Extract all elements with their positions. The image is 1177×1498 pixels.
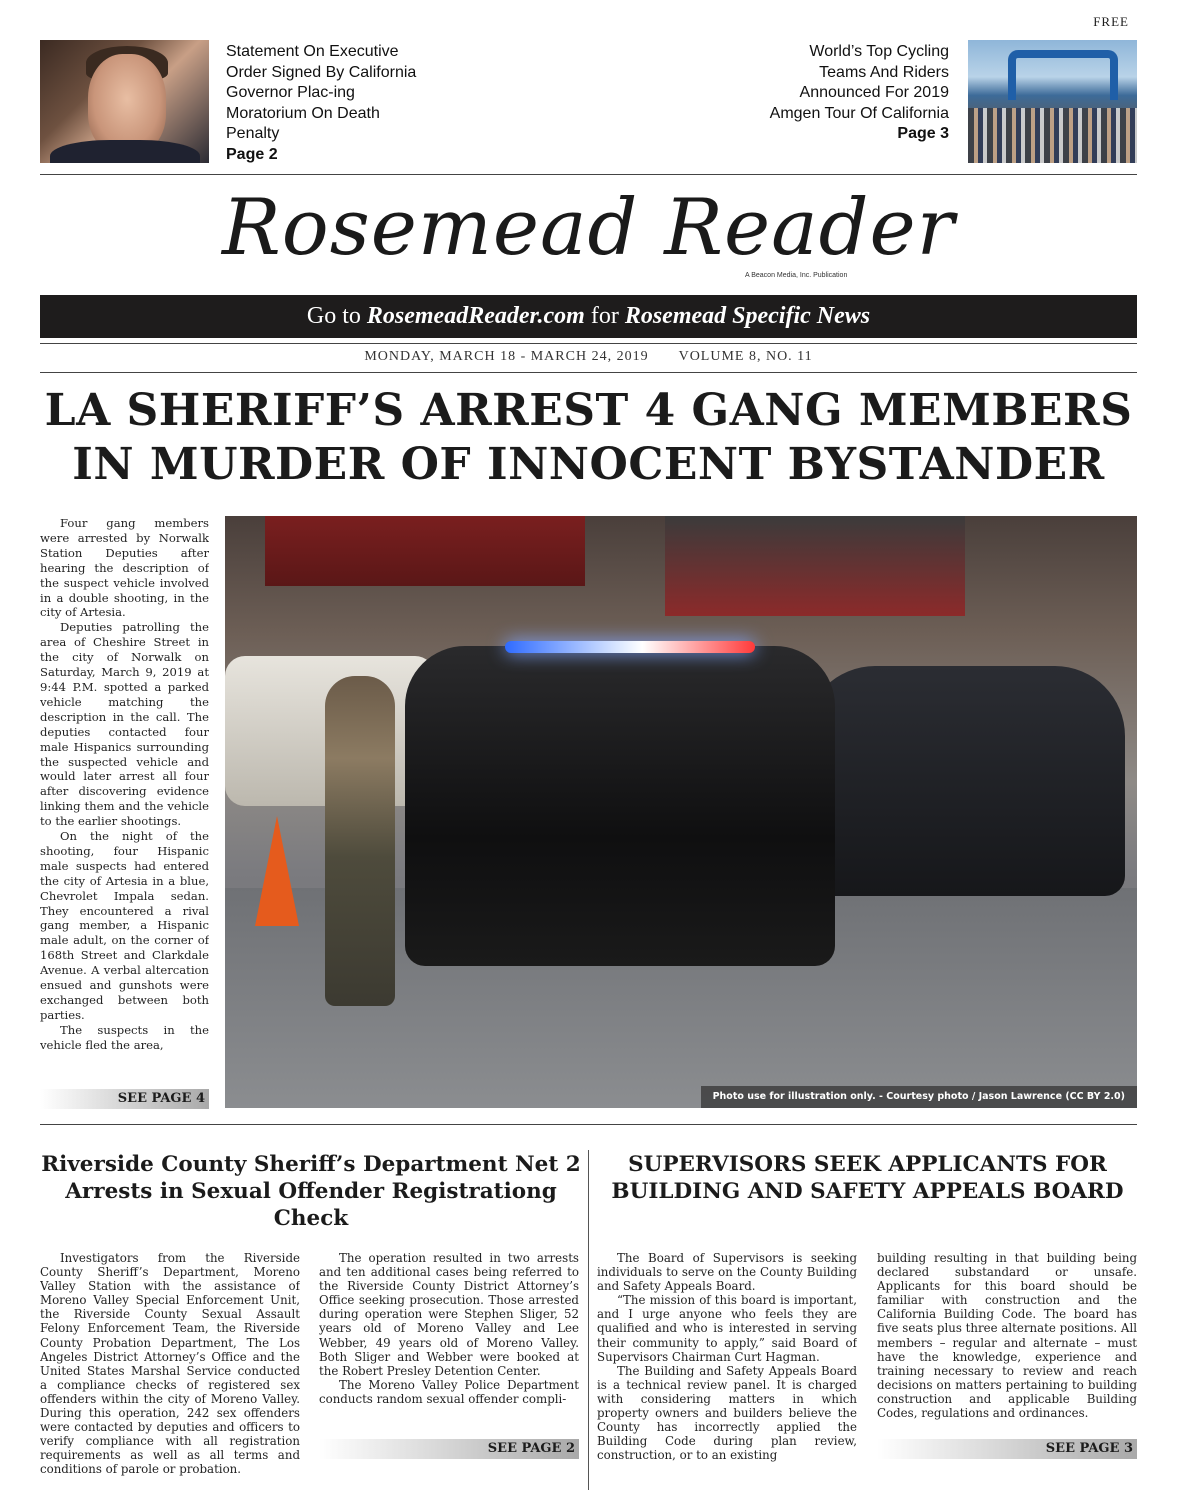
lead-paragraph: Four gang members were arrested by Norwalk Station Deputies after hearing the description of the suspect vehicle involved in a double shooting, in the city of Artesia.	[40, 516, 209, 620]
lead-paragraph: Deputies patrolling the area of Cheshire Street in the city of Norwalk on Saturday, March 9, 2019 at 9:44 P.M. spotted a parked vehicle matching the description in the call. The deputies contacted four male Hispanics surrounding the suspected vehicle and would later arrest all four after discovering evidence linking them and the vehicle to the earlier shootings.	[40, 620, 209, 829]
masthead-title: Rosemead Reader	[222, 183, 955, 273]
promo-tail: Rosemead Specific News	[624, 303, 871, 329]
lead-continue-link[interactable]: SEE PAGE 4	[40, 1089, 209, 1109]
police-suv-photo[interactable]	[225, 516, 1137, 1108]
police-lightbar-shape	[505, 641, 755, 653]
police-suv-shape	[405, 646, 835, 966]
lead-paragraph: On the night of the shooting, four Hispanic male suspects had entered the city of Artesia in a blue, Chevrolet Impala sedan. They encountered a rival gang member, a Hispanic male adult, on the corner of 168th Street and Clarkdale Avenue. A verbal altercation ensued and gunshots were exchanged between both parties.	[40, 829, 209, 1022]
lead-paragraph: The suspects in the vehicle fled the area,	[40, 1022, 209, 1052]
story-left-paragraph: The operation resulted in two arrests and ten additional cases being referred to the Riverside County District Attorney’s Office seeking prosecution. Those arrested during operation were Stephen Sliger, 52 years old of Moreno Valley and Lee Webber, 49 years old of Moreno Valley. Both Sliger and Webber were booked at the Robert Presley Detention Center.	[319, 1251, 579, 1378]
story-right-paragraph: “The mission of this board is important, and I urge anyone who feels they are qualified and who is interested in serving their community to apply,” said Board of Supervisors Chairman Curt Hagman.	[597, 1293, 857, 1364]
story-left-continue-link[interactable]: SEE PAGE 2	[319, 1439, 579, 1459]
finish-arch-shape	[1008, 50, 1118, 100]
story-right-headline[interactable]: SUPERVISORS SEEK APPLICANTS FOR BUILDING AND SAFETY APPEALS BOARD	[611, 1152, 1124, 1204]
deputy-figure-shape	[325, 676, 395, 1006]
top-rule	[40, 174, 1137, 175]
teaser-right-page[interactable]: Page 3	[897, 125, 949, 143]
teaser-right-text: World’s Top Cycling Teams And Riders Announced For 2019 Amgen Tour Of California	[769, 43, 949, 122]
issue-date: MONDAY, MARCH 18 - MARCH 24, 2019	[364, 349, 649, 364]
restaurant-awning-shape	[265, 516, 585, 586]
website-promo-bar[interactable]	[40, 295, 1137, 338]
teaser-left-page[interactable]: Page 2	[226, 145, 278, 163]
section-rule	[40, 1124, 1137, 1125]
black-car-shape	[805, 666, 1125, 896]
photo-credit: Photo use for illustration only. - Courtesy photo / Jason Lawrence (CC BY 2.0)	[701, 1086, 1137, 1108]
story-left-headline[interactable]: Riverside County Sheriff’s Department Net 2 Arrests in Sexual Offender Registrationg Check	[41, 1152, 581, 1231]
story-right-continue-link[interactable]: SEE PAGE 3	[877, 1439, 1137, 1459]
lead-headline-line1: LA SHERIFF’S ARREST 4 GANG MEMBERS	[44, 385, 1133, 436]
masthead-subtitle: A Beacon Media, Inc. Publication	[745, 272, 848, 279]
issue-volume: VOLUME 8, NO. 11	[678, 349, 813, 364]
lead-headline-line2: IN MURDER OF INNOCENT BYSTANDER	[72, 439, 1105, 490]
awning-right-shape	[665, 516, 965, 616]
teaser-left[interactable]	[226, 42, 431, 166]
suit-shape	[50, 140, 200, 163]
column-divider	[588, 1150, 589, 1490]
free-label: FREE	[1093, 14, 1129, 29]
governor-portrait-photo[interactable]	[40, 40, 209, 163]
lead-story-body	[40, 516, 209, 1071]
teaser-left-text: Statement On Executive Order Signed By California Governor Plac-ing Moratorium On Death Penalty	[226, 43, 417, 143]
story-right-paragraph: The Board of Supervisors is seeking individuals to serve on the County Building and Safety Appeals Board.	[597, 1251, 857, 1294]
promo-prefix: Go to	[306, 303, 367, 329]
teaser-right[interactable]	[769, 42, 949, 145]
promo-mid: for	[584, 303, 625, 329]
dateline	[0, 349, 1177, 365]
lead-headline[interactable]	[40, 384, 1137, 492]
cycling-race-photo[interactable]	[968, 40, 1137, 163]
promo-site-link[interactable]: RosemeadReader.com	[366, 303, 585, 329]
story-left-col1	[40, 1251, 300, 1486]
crowd-shape	[968, 108, 1137, 163]
story-right-paragraph: The Building and Safety Appeals Board is a technical review panel. It is charged with considering matters in which property owners and builders believe the County has incorrectly applied the Building Code during plan review, construction, or to an existing	[597, 1363, 857, 1463]
story-left-paragraph: The Moreno Valley Police Department conducts random sexual offender compli-	[319, 1377, 579, 1406]
dateline-bottom-rule	[40, 372, 1137, 373]
dateline-top-rule	[40, 343, 1137, 344]
story-left-paragraph: Investigators from the Riverside County Sheriff’s Department, Moreno Valley Station with the assistance of Moreno Valley Special Enforcement Unit, the Riverside County Sexual Assault Felony Enforcement Team, the Riverside County Probation Department, The Los Angeles District Attorney’s Office and the United States Marshal Service conducted a compliance checks of registered sex offenders within the city of Moreno Valley. During this operation, 242 sex offenders were contacted by deputies and officers to verify compliance with all registration requirements as well as all terms and conditions of parole or probation.	[40, 1251, 300, 1477]
story-right-col1	[597, 1251, 857, 1486]
face-shape	[88, 54, 166, 154]
traffic-cone-shape	[255, 816, 299, 926]
story-right-paragraph: building resulting in that building being declared substandard or unsafe. Applicants for this board should be familiar with construction and the California Building Code. The board has five seats plus three alternate positions. All members – regular and alternate – must have the knowledge, experience and training necessary to review and reach decisions on matters pertaining to building construction and applicable Building Codes, regulations and ordinances.	[877, 1251, 1137, 1421]
